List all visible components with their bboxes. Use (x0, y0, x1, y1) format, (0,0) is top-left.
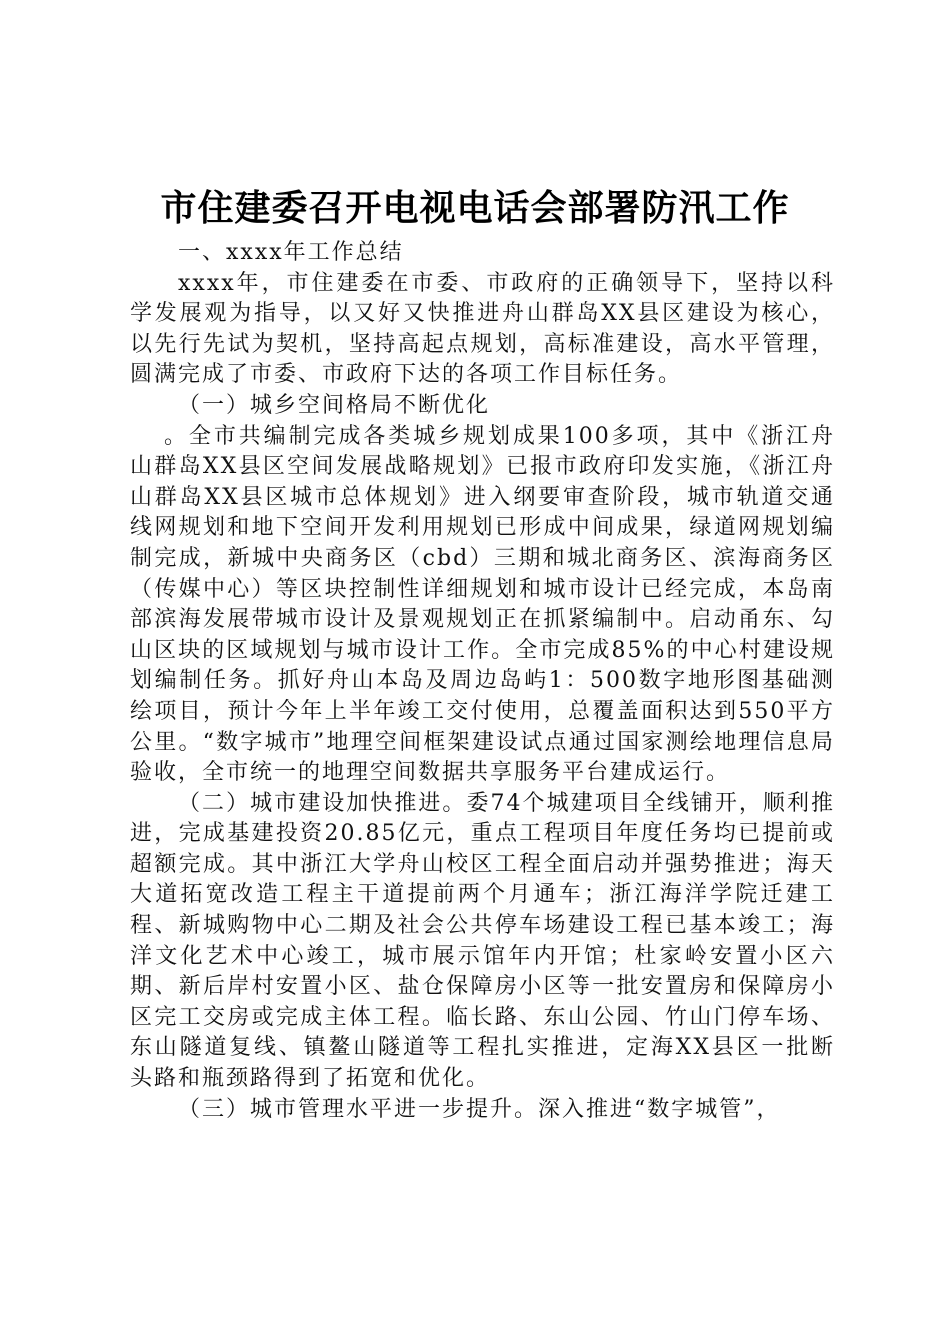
document-body (130, 238, 835, 1125)
subsection-heading-1: （一）城乡空间格局不断优化 (178, 392, 491, 418)
paragraph-construction: （二）城市建设加快推进。委74个城建项目全线铺开，顺利推进，完成基建投资20.85亿元，重点工程项目年度任务均已提前或超额完成。其中浙江大学舟山校区工程全面启动并强势推进；海天大道拓宽改造工程主干道提前两个月通车；浙江海洋学院迁建工程、新城购物中心二期及社会公共停车场建设工程已基本竣工；海洋文化艺术中心竣工，城市展示馆年内开馆；杜家岭安置小区六期、新后岸村安置小区、盐仓保障房小区等一批安置房和保障房小区完工交房或完成主体工程。临长路、东山公园、竹山门停车场、东山隧道复线、镇鳌山隧道等工程扎实推进，定海XX县区一批断头路和瓶颈路得到了拓宽和优化。 (130, 790, 835, 1092)
paragraph-intro: xxxx年，市住建委在市委、市政府的正确领导下，坚持以科学发展观为指导，以又好又快推进舟山群岛XX县区建设为核心，以先行先试为契机，坚持高起点规划，高标准建设，高水平管理，圆满完成了市委、市政府下达的各项工作目标任务。 (130, 270, 835, 388)
paragraph-planning: 。全市共编制完成各类城乡规划成果100多项，其中《浙江舟山群岛XX县区空间发展战略规划》已报市政府印发实施，《浙江舟山群岛XX县区城市总体规划》进入纲要审查阶段，城市轨道交通线网规划和地下空间开发利用规划已形成中间成果，绿道网规划编制完成，新城中央商务区（cbd）三期和城北商务区、滨海商务区（传媒中心）等区块控制性详细规划和城市设计已经完成，本岛南部滨海发展带城市设计及景观规划正在抓紧编制中。启动甬东、勾山区块的区域规划与城市设计工作。全市完成85%的中心村建设规划编制任务。抓好舟山本岛及周边岛屿1：500数字地形图基础测绘项目，预计今年上半年竣工交付使用，总覆盖面积达到550平方公里。“数字城市”地理空间框架建设试点通过国家测绘地理信息局验收，全市统一的地理空间数据共享服务平台建成运行。 (130, 423, 835, 786)
paragraph-management: （三）城市管理水平进一步提升。深入推进“数字城管”， (178, 1096, 781, 1122)
document-title: 市住建委召开电视电话会部署防汛工作 (160, 187, 790, 229)
section-heading-summary: 一、xxxx年工作总结 (178, 240, 404, 265)
